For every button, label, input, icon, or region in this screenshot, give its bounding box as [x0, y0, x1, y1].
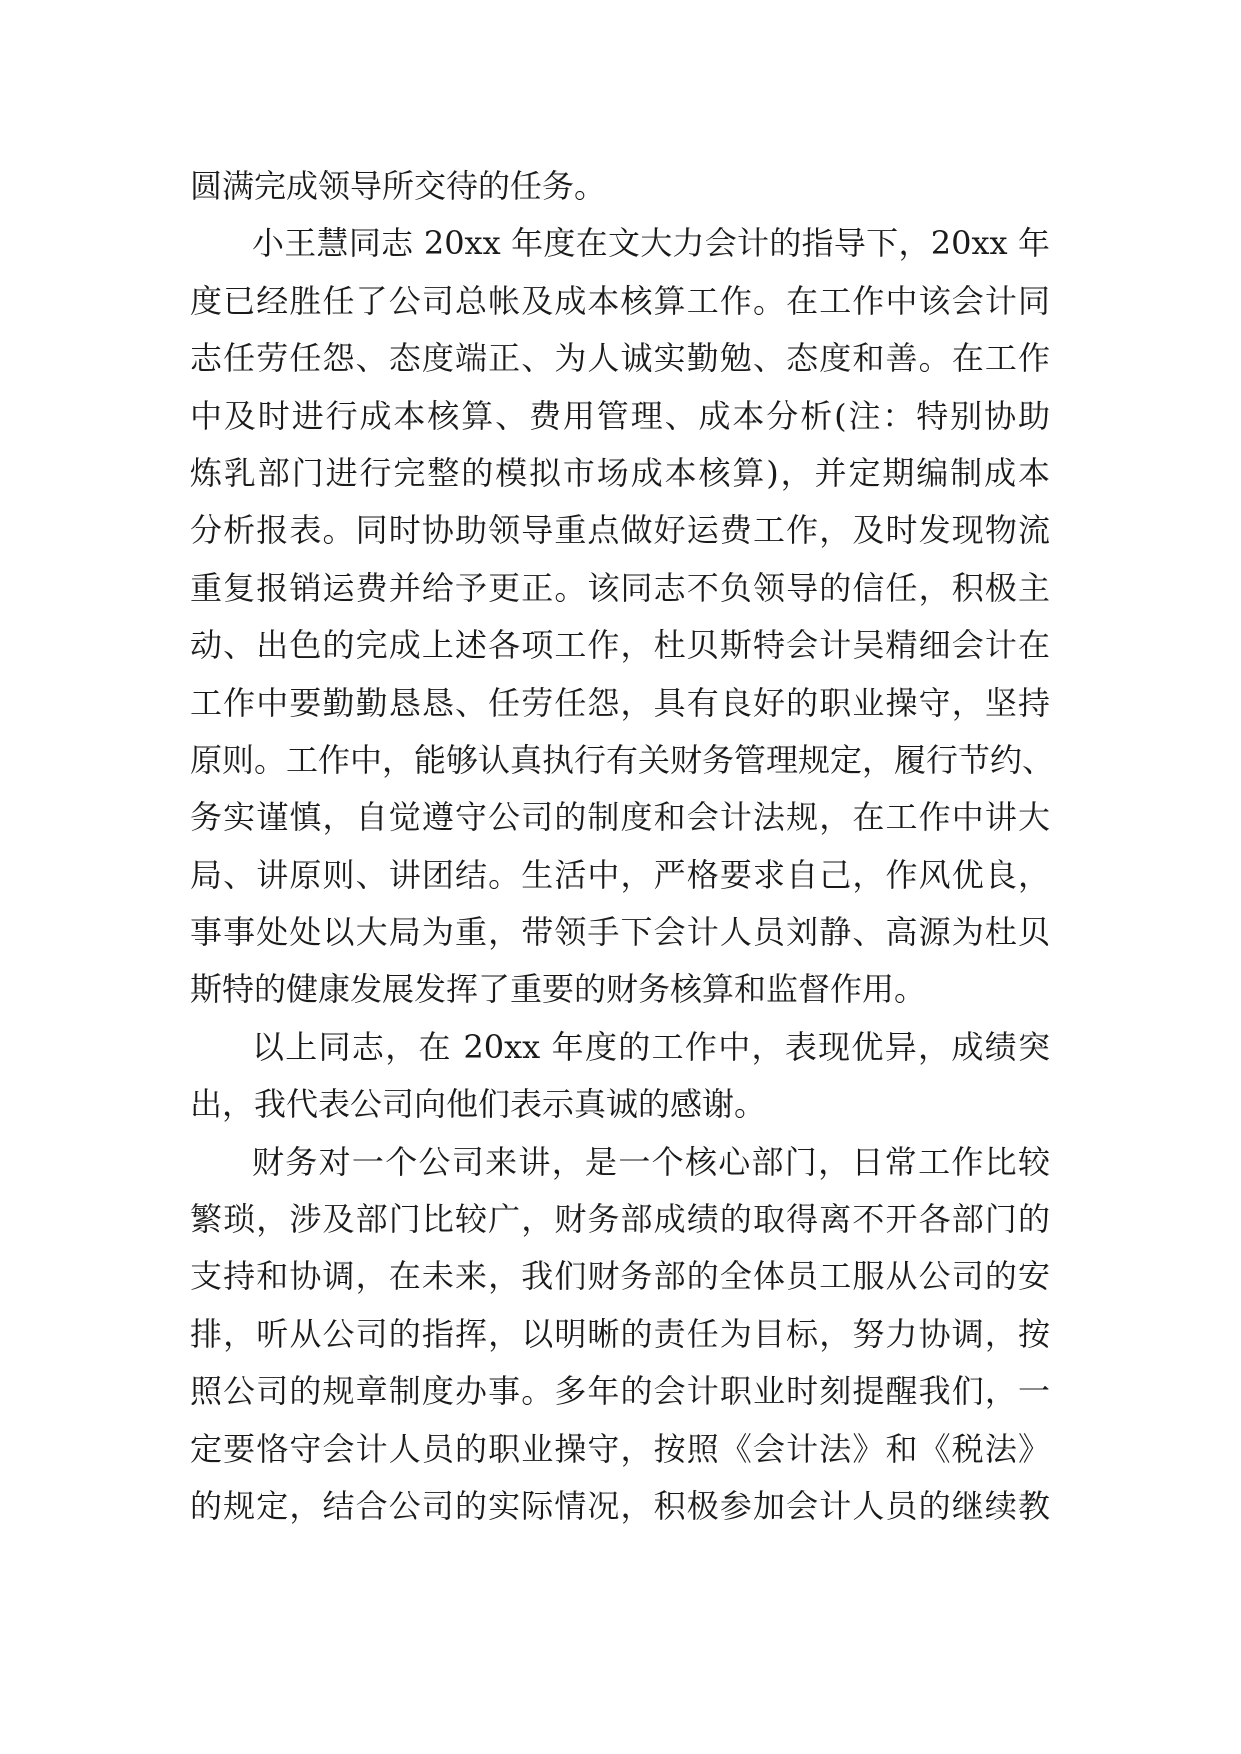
text-line: 务实谨慎，自觉遵守公司的制度和会计法规，在工作中讲大 [190, 798, 1050, 837]
text-line: 事事处处以大局为重，带领手下会计人员刘静、高源为杜贝 [190, 913, 1050, 952]
text-line: 动、出色的完成上述各项工作，杜贝斯特会计吴精细会计在 [190, 626, 1050, 665]
text-line: 分析报表。同时协助领导重点做好运费工作，及时发现物流 [190, 511, 1050, 550]
document-body [190, 158, 1055, 1535]
text-line: 度已经胜任了公司总帐及成本核算工作。在工作中该会计同 [190, 281, 1050, 320]
text-line: 照公司的规章制度办事。多年的会计职业时刻提醒我们，一 [190, 1372, 1050, 1411]
text-line: 斯特的健康发展发挥了重要的财务核算和监督作用。 [190, 970, 927, 1009]
text-line: 繁琐，涉及部门比较广，财务部成绩的取得离不开各部门的 [190, 1200, 1050, 1239]
text-line: 支持和协调，在未来，我们财务部的全体员工服从公司的安 [190, 1257, 1050, 1296]
text-line: 出，我代表公司向他们表示真诚的感谢。 [190, 1085, 767, 1124]
text-line: 排，听从公司的指挥，以明晰的责任为目标，努力协调，按 [190, 1314, 1050, 1353]
text-line: 定要恪守会计人员的职业操守，按照《会计法》和《税法》 [190, 1429, 1050, 1468]
text-line: 财务对一个公司来讲，是一个核心部门，日常工作比较 [252, 1142, 1050, 1181]
text-line: 的规定，结合公司的实际情况，积极参加会计人员的继续教 [190, 1486, 1050, 1525]
text-line: 原则。工作中，能够认真执行有关财务管理规定，履行节约、 [190, 740, 1055, 779]
text-line: 小王慧同志 20xx 年度在文大力会计的指导下，20xx 年 [252, 224, 1050, 263]
text-line: 局、讲原则、讲团结。生活中，严格要求自己，作风优良， [190, 855, 1050, 894]
text-line: 志任劳任怨、态度端正、为人诚实勤勉、态度和善。在工作 [190, 339, 1050, 378]
text-line: 工作中要勤勤恳恳、任劳任怨，具有良好的职业操守，坚持 [190, 683, 1050, 722]
text-line: 炼乳部门进行完整的模拟市场成本核算)，并定期编制成本 [190, 453, 1050, 492]
text-line: 圆满完成领导所交待的任务。 [190, 167, 607, 205]
text-line: 重复报销运费并给予更正。该同志不负领导的信任，积极主 [190, 568, 1050, 607]
text-line: 中及时进行成本核算、费用管理、成本分析(注：特别协助 [190, 396, 1050, 435]
text-line: 以上同志，在 20xx 年度的工作中，表现优异，成绩突 [252, 1027, 1050, 1066]
